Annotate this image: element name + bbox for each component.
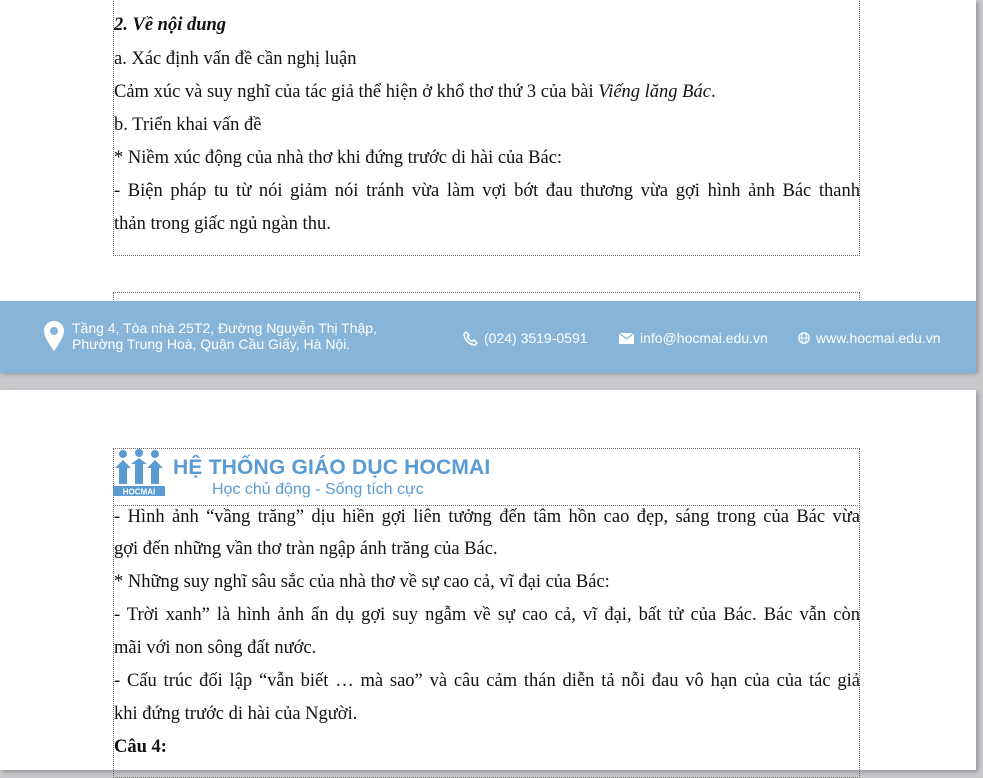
email-address: info@hocmai.edu.vn bbox=[640, 330, 768, 346]
website-url: www.hocmai.edu.vn bbox=[816, 330, 941, 346]
page-footer bbox=[0, 301, 976, 373]
header-title: HỆ THỐNG GIÁO DỤC HOCMAI bbox=[173, 456, 491, 479]
paragraph-line: khi đứng trước di hài của Người. bbox=[114, 704, 358, 724]
footer-address bbox=[72, 320, 377, 352]
text-run: . bbox=[710, 82, 716, 102]
paragraph-line: gợi đến những vần thơ tràn ngập ánh trăng của Bác. bbox=[114, 539, 498, 559]
poem-title: Viếng lăng Bác bbox=[598, 82, 711, 102]
paragraph-line: b. Triển khai vấn đề bbox=[114, 115, 262, 135]
location-pin-icon bbox=[44, 321, 64, 351]
text-run: Cảm xúc và suy nghĩ của tác giả thể hiện ở khổ thơ thứ 3 của bài bbox=[114, 82, 599, 102]
paragraph-line: - Trời xanh” là hình ảnh ẩn dụ gợi suy ngẫm về sự cao cả, vĩ đại, bất tử của Bác. Bác vẫn còn bbox=[114, 605, 860, 625]
paragraph-line: a. Xác định vấn đề cần nghị luận bbox=[114, 49, 357, 69]
paragraph-line: - Biện pháp tu từ nói giảm nói tránh vừa làm vợi bớt đau thương vừa gợi hình ảnh Bác thanh bbox=[114, 181, 860, 201]
logo-wordmark: HOCMAI bbox=[122, 487, 156, 496]
globe-icon bbox=[798, 332, 810, 344]
section-heading: 2. Về nội dung bbox=[114, 15, 227, 35]
paragraph-line: * Niềm xúc động của nhà thơ khi đứng trước di hài của Bác: bbox=[114, 148, 563, 168]
phone-number: (024) 3519-0591 bbox=[484, 330, 588, 346]
address-line: Phường Trung Hoà, Quận Cầu Giấy, Hà Nội. bbox=[72, 336, 351, 352]
footer-website bbox=[798, 330, 941, 346]
question-heading: Câu 4: bbox=[114, 737, 167, 757]
paragraph-line: thản trong giấc ngủ ngàn thu. bbox=[114, 214, 331, 234]
document-page-1 bbox=[0, 0, 976, 372]
footer-email bbox=[619, 330, 768, 346]
paragraph-line: - Hình ảnh “vầng trăng” dịu hiền gợi liên tưởng đến tâm hồn cao đẹp, sáng trong của Bác vừa bbox=[114, 507, 860, 527]
paragraph-line: * Những suy nghĩ sâu sắc của nhà thơ về sự cao cả, vĩ đại của Bác: bbox=[114, 572, 610, 592]
paragraph-line bbox=[114, 80, 860, 104]
hocmai-logo bbox=[113, 448, 165, 501]
paragraph-line: - Cấu trúc đối lập “vẫn biết … mà sao” và câu cảm thán diễn tả nỗi đau vô hạn của của tác giả bbox=[114, 671, 860, 691]
header-subtitle: Học chủ động - Sống tích cực bbox=[212, 481, 424, 498]
paragraph-line: mãi với non sông đất nước. bbox=[114, 638, 317, 658]
footer-phone bbox=[463, 330, 588, 346]
mail-icon bbox=[619, 333, 634, 344]
phone-icon bbox=[463, 331, 478, 346]
address-line: Tầng 4, Tòa nhà 25T2, Đường Nguyễn Thị Thập, bbox=[72, 320, 377, 336]
